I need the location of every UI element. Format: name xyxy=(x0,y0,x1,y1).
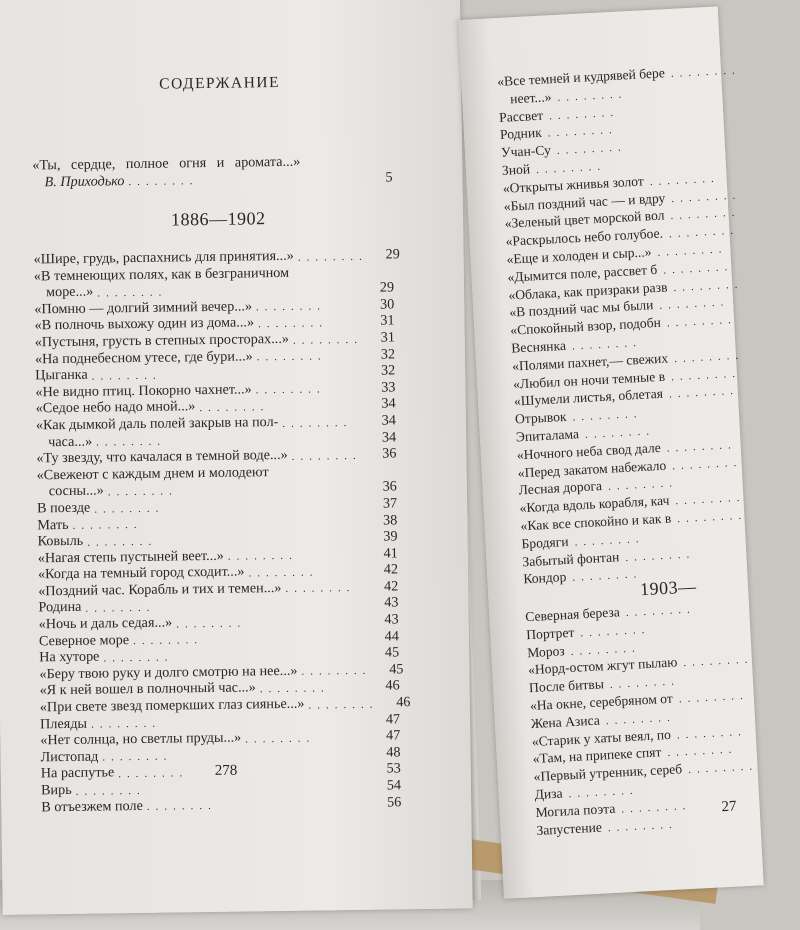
dot-leader: ........ xyxy=(670,206,741,223)
dot-leader: ........ xyxy=(176,617,247,631)
dot-leader: ........ xyxy=(621,799,692,816)
toc-entry-page: 42 xyxy=(383,561,399,578)
toc-entry-title: Диза xyxy=(534,785,563,803)
toc-entry-title: Забытый фонтан xyxy=(522,548,620,569)
toc-entry-title: Могила поэта xyxy=(535,800,616,820)
dot-leader: ........ xyxy=(676,725,748,742)
dot-leader: ........ xyxy=(666,313,738,330)
toc-entry-page: 34 xyxy=(381,395,396,412)
toc-entry-title: «Полями пахнет,— свежих xyxy=(511,350,669,374)
dot-leader: ........ xyxy=(91,369,162,383)
toc-entry-title: часа...» xyxy=(48,433,93,450)
toc-entry-title: «Шумели листья, облетая xyxy=(513,386,664,409)
toc-entry-page: 54 xyxy=(386,777,402,794)
toc-entry-title: море...» xyxy=(45,283,94,301)
dot-leader: ........ xyxy=(671,456,743,472)
dot-leader: ........ xyxy=(607,818,679,834)
toc-entry-title: «Шире, грудь, распахнись для принятия...» xyxy=(33,247,294,268)
toc-entry-title: «На поднебесном утесе, где бури...» xyxy=(34,347,253,367)
toc-entry-title: неет...» xyxy=(509,89,552,107)
toc-entry-title: «Седое небо надо мной...» xyxy=(35,398,196,417)
toc-entry-title: Кондор xyxy=(522,569,567,587)
toc-entry-title: «Помню — долгий зимний вечер...» xyxy=(34,298,253,318)
toc-entry-page: 53 xyxy=(386,760,401,777)
toc-entry-page: 45 xyxy=(389,661,404,678)
toc-entry-page: 33 xyxy=(381,379,396,396)
toc-entry-title: Мать xyxy=(37,516,69,533)
toc-entry-page: 43 xyxy=(384,611,399,628)
dot-leader: ........ xyxy=(146,800,217,814)
toc-entry-page: 46 xyxy=(396,694,411,711)
toc-entry-page: 48 xyxy=(386,744,401,761)
toc-entry-title: «Любил он ночи темные в xyxy=(512,368,666,392)
toc-entry-title: Ковыль xyxy=(37,532,84,550)
dot-leader: ........ xyxy=(678,689,750,706)
toc-entry-title: Эпиталама xyxy=(515,426,580,445)
dot-leader: ........ xyxy=(535,160,607,177)
toc-entry-title: Веснянка xyxy=(510,337,567,356)
toc-entry-title: В поезде xyxy=(36,499,91,517)
toc-entry-title: «Был поздний час — и вдру xyxy=(503,189,666,214)
toc-entry-page: 43 xyxy=(384,594,399,612)
dot-leader: ........ xyxy=(609,675,681,692)
toc-entry-page: 30 xyxy=(379,296,395,313)
toc-entry-title: «В темнеющих полях, как в безграничном xyxy=(33,264,290,285)
toc-entry-page: 47 xyxy=(386,727,401,744)
dot-leader: ........ xyxy=(90,717,162,731)
toc-entry-title: Портрет xyxy=(525,624,575,643)
section-title: 1886—1902 xyxy=(170,208,266,230)
toc-entry-title: В отъезжем поле xyxy=(41,797,143,815)
dot-leader: ........ xyxy=(624,547,696,564)
toc-entry-title: Родина xyxy=(38,599,82,616)
toc-entry-title: «Перед закатом набежало xyxy=(517,457,667,481)
dot-leader: ........ xyxy=(102,750,173,764)
toc-entry-page: 31 xyxy=(380,312,395,329)
toc-entry-title: Мороз xyxy=(526,642,566,660)
toc-entry-title: Северное море xyxy=(38,631,130,650)
toc-entry-page: 41 xyxy=(383,545,398,562)
contents-heading: СОДЕРЖАНИЕ xyxy=(159,73,281,93)
toc-entry-title: «Спокойный взор, подобн xyxy=(509,314,662,338)
toc-entry-page: 39 xyxy=(383,528,398,545)
dot-leader: ........ xyxy=(649,172,720,188)
dot-leader: ........ xyxy=(245,732,316,746)
toc-entry-title: «Зеленый цвет морской вол xyxy=(504,207,665,232)
toc-entry-title: «Как дымкой даль полей закрыв на пол- xyxy=(35,413,279,434)
dot-leader: ........ xyxy=(557,88,628,104)
toc-entry-title: «Я к ней вошел в полночный час...» xyxy=(39,679,256,699)
toc-entry-page: 47 xyxy=(385,710,401,728)
toc-entry-title: «Первый утренник, сереб xyxy=(533,761,683,785)
toc-entry-title: «Раскрылось небо голубое. xyxy=(505,225,664,249)
dot-leader: ........ xyxy=(75,784,146,798)
dot-leader: ........ xyxy=(568,784,639,801)
dot-leader: ........ xyxy=(282,416,353,430)
toc-entry-title: «Когда на темный город сходит...» xyxy=(37,563,245,583)
dot-leader: ........ xyxy=(556,141,628,158)
toc-entry-title: Жена Азиса xyxy=(530,712,601,731)
dot-leader: ........ xyxy=(670,64,742,80)
toc-entry-title: «Как все спокойно и как в xyxy=(520,510,672,534)
toc-entry-title: Вирь xyxy=(40,781,72,799)
dot-leader: ........ xyxy=(132,634,204,648)
toc-entry-title: Цыганка xyxy=(35,366,88,384)
toc-entry-title: «Ту звезду, что качалася в темной воде...» xyxy=(36,447,288,467)
dot-leader: ........ xyxy=(673,349,745,365)
dot-leader: ........ xyxy=(103,651,174,665)
toc-entry-page: 46 xyxy=(385,677,400,694)
right-page xyxy=(458,6,764,898)
toc-entry-page: 32 xyxy=(380,345,396,363)
toc-list xyxy=(33,246,411,815)
toc-entry-title: После битвы xyxy=(528,676,605,696)
dot-leader: ........ xyxy=(255,300,327,314)
intro-block xyxy=(32,152,392,190)
dot-leader: ........ xyxy=(670,189,742,205)
toc-entry-title: сосны...» xyxy=(48,482,104,500)
dot-leader: ........ xyxy=(605,711,677,727)
dot-leader: ........ xyxy=(199,401,270,415)
toc-list-right xyxy=(497,60,784,589)
dot-leader: ........ xyxy=(670,367,742,383)
dot-leader: ........ xyxy=(107,485,178,499)
dot-leader: ........ xyxy=(571,336,643,353)
dot-leader: ........ xyxy=(291,449,362,463)
dot-leader: ........ xyxy=(227,550,298,564)
dot-leader: ........ xyxy=(87,535,158,549)
dot-leader: ........ xyxy=(675,491,746,508)
dot-leader: ........ xyxy=(662,260,734,277)
toc-entry-title: Отрывок xyxy=(514,409,567,427)
toc-entry-title: На хуторе xyxy=(39,648,100,666)
dot-leader: ........ xyxy=(257,317,329,331)
dot-leader: ........ xyxy=(72,519,143,532)
dot-leader: ........ xyxy=(683,653,754,670)
toc-list-right-2 xyxy=(525,596,797,841)
toc-entry-title: «Пустыня, грусть в степных просторах...» xyxy=(34,330,290,351)
toc-entry-title: «Нет солнца, но светлы пруды...» xyxy=(40,729,242,749)
toc-entry-page: 36 xyxy=(382,445,397,462)
toc-entry-title: «В полночь выхожу один из дома...» xyxy=(34,314,255,334)
dot-leader: ........ xyxy=(625,603,697,620)
dot-leader: ........ xyxy=(673,277,744,294)
toc-entry-page: 56 xyxy=(386,793,402,811)
toc-entry-title: «Еще и холоден и сыр...» xyxy=(506,244,652,267)
toc-entry-page: 42 xyxy=(383,578,399,595)
dot-leader: ........ xyxy=(580,623,651,640)
toc-entry-title: «Ночь и даль седая...» xyxy=(38,614,173,633)
toc-entry-title: «Старик у хаты веял, по xyxy=(531,726,672,749)
dot-leader: ........ xyxy=(607,477,679,494)
toc-entry-page: 29 xyxy=(379,279,395,296)
dot-leader: ........ xyxy=(97,286,168,300)
toc-entry-title: «В поздний час мы были xyxy=(508,297,654,321)
dot-leader: ........ xyxy=(572,408,643,424)
dot-leader: ........ xyxy=(118,767,189,781)
dot-leader: ........ xyxy=(297,250,368,264)
toc-entry-title: Бродяги xyxy=(521,533,569,552)
dot-leader: ........ xyxy=(256,350,327,364)
dot-leader: ........ xyxy=(570,641,641,658)
toc-entry-page: 37 xyxy=(382,495,398,512)
toc-entry-title: «Свежеют с каждым днем и молодеют xyxy=(36,463,269,484)
dot-leader: ........ xyxy=(547,124,619,140)
dot-leader: ........ xyxy=(666,438,737,455)
toc-entry-title: «Дымится поле, рассвет б xyxy=(507,261,658,285)
toc-entry-title: Учан-Су xyxy=(500,142,552,161)
toc-entry-title: «На окне, серебряном от xyxy=(529,690,674,714)
dot-leader: ........ xyxy=(85,601,156,615)
toc-entry-page: 36 xyxy=(382,478,397,495)
dot-leader: ........ xyxy=(687,760,759,777)
dot-leader: ........ xyxy=(657,243,728,259)
toc-entry-title: Лесная дорога xyxy=(518,478,603,498)
toc-entry-title: Плеяды xyxy=(40,715,88,732)
toc-entry-title: На распутье xyxy=(40,764,115,782)
dot-leader: ........ xyxy=(301,665,372,679)
toc-entry-page: 44 xyxy=(384,628,400,645)
dot-leader: ........ xyxy=(676,509,748,526)
toc-entry-title: «При свете звезд померкших глаз сиянье...» xyxy=(39,695,305,716)
toc-entry: В. Приходько ........ 5 xyxy=(44,168,393,190)
dot-leader: ........ xyxy=(94,502,165,516)
dot-leader: ........ xyxy=(572,568,643,585)
toc-entry-title: «Норд-остом жгут пылаю xyxy=(527,654,678,678)
toc-entry-page: 38 xyxy=(383,511,398,529)
toc-entry-title: «Не видно птиц. Покорно чахнет...» xyxy=(35,381,252,401)
dot-leader: ........ xyxy=(96,435,167,449)
toc-entry-title: «Когда вдоль корабля, кач xyxy=(519,492,670,516)
toc-entry-title: «Беру твою руку и долго смотрю на нее...» xyxy=(39,662,298,683)
toc-entry-page: 29 xyxy=(385,246,400,263)
toc-entry-title: «Там, на припеке спят xyxy=(532,744,662,767)
toc-entry-title: «Открыты жнивья золот xyxy=(502,173,645,196)
dot-leader: ........ xyxy=(548,106,620,122)
toc-entry-page: 32 xyxy=(380,362,396,379)
toc-entry-page: 34 xyxy=(381,428,397,446)
dot-leader: ........ xyxy=(285,582,356,596)
dot-leader: ........ xyxy=(668,385,740,401)
toc-entry-page: 31 xyxy=(380,329,396,346)
toc-entry-title: «Поздний час. Корабль и тих и темен...» xyxy=(38,579,282,600)
toc-entry-title: Родник xyxy=(499,125,543,143)
toc-entry-title: Рассвет xyxy=(498,107,544,125)
dot-leader: ........ xyxy=(668,224,740,241)
dot-leader: ........ xyxy=(292,333,364,347)
dot-leader: ........ xyxy=(667,743,738,760)
dot-leader: ........ xyxy=(574,532,645,549)
page-number: 278 xyxy=(214,762,238,779)
toc-entry-title: «Все темней и кудрявей бере xyxy=(496,65,666,90)
toc-entry-title: Листопад xyxy=(40,748,99,766)
dot-leader: ........ xyxy=(255,383,326,397)
toc-entry-title: «Облака, как призраки разв xyxy=(508,278,668,303)
dot-leader: ........ xyxy=(659,296,730,313)
toc-entry-page: 45 xyxy=(384,644,400,661)
toc-entry-title: Запустение xyxy=(536,819,603,838)
toc-entry-title: «Нагая степь пустыней веет...» xyxy=(37,547,224,567)
dot-leader: ........ xyxy=(248,566,319,580)
section-title-right: 1903— xyxy=(639,576,697,600)
page-number-right: 27 xyxy=(721,798,737,816)
dot-leader: ........ xyxy=(584,425,656,441)
toc-entry-page: 34 xyxy=(381,412,397,429)
dot-leader: ........ xyxy=(308,698,379,712)
toc-entry-title: «Ночного неба свод дале xyxy=(516,439,662,463)
dot-leader: ........ xyxy=(259,682,330,696)
toc-entry: «Ты, сердце, полное огня и аромата...» xyxy=(32,153,301,174)
toc-entry-title: Северная береза xyxy=(524,604,621,625)
toc-entry-title: Зной xyxy=(501,161,531,178)
